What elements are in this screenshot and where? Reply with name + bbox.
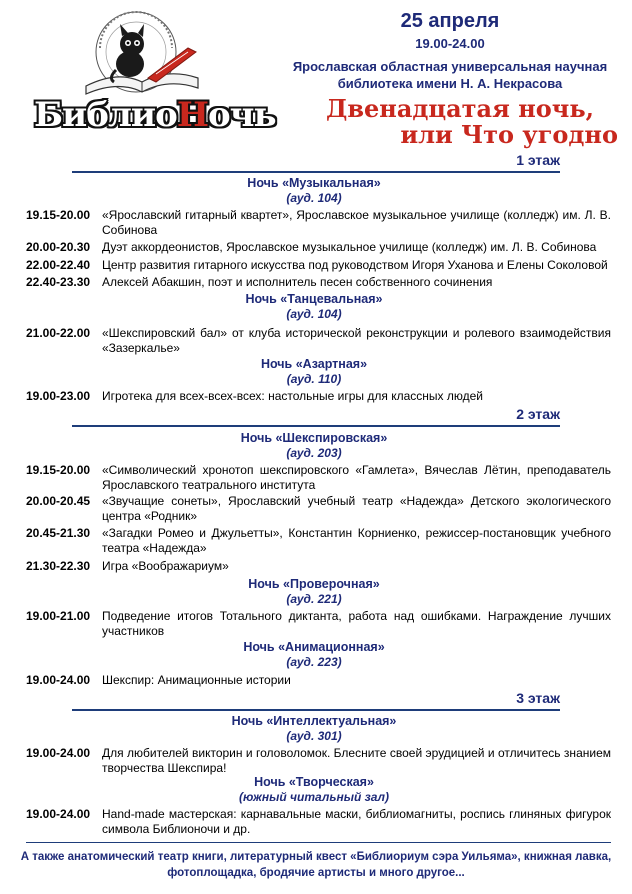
event-time: 19.00-24.00 [415, 36, 485, 51]
event-time: 19.00-24.00 [26, 673, 91, 687]
footer-note [20, 849, 612, 881]
night-title: Ночь «Шекспировская» [240, 431, 388, 445]
library-line-1: Ярославская областная универсальная научная [292, 59, 608, 74]
event-description: Шекспир: Анимационные истории [102, 673, 291, 687]
event-date: 25 апреля [400, 10, 500, 32]
night-room: (южный читальный зал) [238, 790, 390, 804]
cat-book-emblem [28, 8, 260, 100]
floor-3-divider [72, 709, 560, 711]
night-room: (ауд. 104) [286, 191, 342, 205]
night-room: (ауд. 223) [286, 655, 342, 669]
floor-1-label: 1 этаж [516, 152, 560, 168]
night-room: (ауд. 203) [286, 446, 342, 460]
event-time: 19.15-20.00 [26, 208, 91, 222]
night-room: (ауд. 221) [286, 592, 342, 606]
event-description: Подведение итогов Тотального диктанта, работа над ошибками. Награждение лучших участников [102, 609, 611, 638]
event-time: 22.40-23.30 [26, 275, 91, 289]
event-description: Игра «Воображариум» [102, 559, 229, 573]
night-title: Ночь «Танцевальная» [245, 292, 383, 306]
event-time: 22.00-22.40 [26, 258, 91, 272]
library-line-2: библиотека имени Н. А. Некрасова [337, 76, 563, 91]
night-room: (ауд. 301) [286, 729, 342, 743]
floor-1-divider [72, 171, 560, 173]
event-description: «Шекспировский бал» от клуба исторической реконструкции и ролевого взаимодействия «Зазеркалье» [102, 326, 611, 355]
event-time: 21.00-22.00 [26, 326, 91, 340]
event-description: «Ярославский гитарный квартет», Ярославское музыкальное училище (колледж) им. Л. В. Собинова [102, 208, 611, 237]
night-title: Ночь «Интеллектуальная» [231, 714, 397, 728]
event-description: Дуэт аккордеонистов, Ярославское музыкальное училище (колледж) им. Л. В. Собинова [102, 240, 597, 254]
event-time: 20.45-21.30 [26, 526, 91, 540]
footer-divider [26, 842, 611, 843]
event-description: Игротека для всех-всех-всех: настольные игры для классных людей [102, 389, 483, 403]
night-title: Ночь «Творческая» [254, 775, 374, 789]
night-title: Ночь «Проверочная» [248, 577, 380, 591]
footer-line-2: фотоплощадка, бродячие артисты и много другое... [167, 867, 465, 879]
library-name [270, 58, 630, 92]
event-time: 19.00-21.00 [26, 609, 91, 623]
event-time: 21.30-22.30 [26, 559, 91, 573]
night-room: (ауд. 110) [286, 372, 342, 386]
night-room: (ауд. 104) [286, 307, 342, 321]
floor-2-divider [72, 425, 560, 427]
event-time: 19.00-24.00 [26, 807, 91, 821]
event-time: 20.00-20.30 [26, 240, 91, 254]
night-title: Ночь «Музыкальная» [247, 176, 381, 190]
event-description: Hand-made мастерская: карнавальные маски, библиомагниты, роспись глиняных фигурок символа Библионочи и др. [102, 807, 611, 836]
event-description: «Загадки Ромео и Джульетты», Константин Корниенко, режиссер-постановщик учебного театра «Надежда» [102, 526, 611, 555]
event-time: 19.15-20.00 [26, 463, 91, 477]
footer-line-1: А также анатомический театр книги, литературный квест «Библиориум сэра Уильяма», книжная лавка, [20, 851, 612, 863]
night-title: Ночь «Анимационная» [243, 640, 385, 654]
event-description: Для любителей викторин и головоломок. Блесните своей эрудицией и отличитесь знанием творчества Шекспира! [102, 746, 611, 775]
event-time: 20.00-20.45 [26, 494, 91, 508]
biblionoch-logo [28, 8, 276, 138]
event-time: 19.00-24.00 [26, 746, 91, 760]
floor-2-label: 2 этаж [516, 406, 560, 422]
event-description: Центр развития гитарного искусства под руководством Игоря Уханова и Елены Соколовой [102, 258, 608, 272]
title-line-1: Двенадцатая ночь, [326, 94, 594, 123]
event-time: 19.00-23.00 [26, 389, 91, 403]
logo-wordmark: БиблиоНочь [34, 95, 276, 135]
title-line-2: или Что угодно [400, 120, 618, 149]
floor-3-label: 3 этаж [516, 690, 560, 706]
event-description: «Звучащие сонеты», Ярославский учебный театр «Надежда» Детского экологического центра «Родник» [102, 494, 611, 523]
event-description: «Символический хронотоп шекспировского «Гамлета», Вячеслав Лётин, преподаватель Ярославского театрального института [102, 463, 611, 492]
event-description: Алексей Абакшин, поэт и исполнитель песен собственного сочинения [102, 275, 493, 289]
night-title: Ночь «Азартная» [260, 357, 368, 371]
